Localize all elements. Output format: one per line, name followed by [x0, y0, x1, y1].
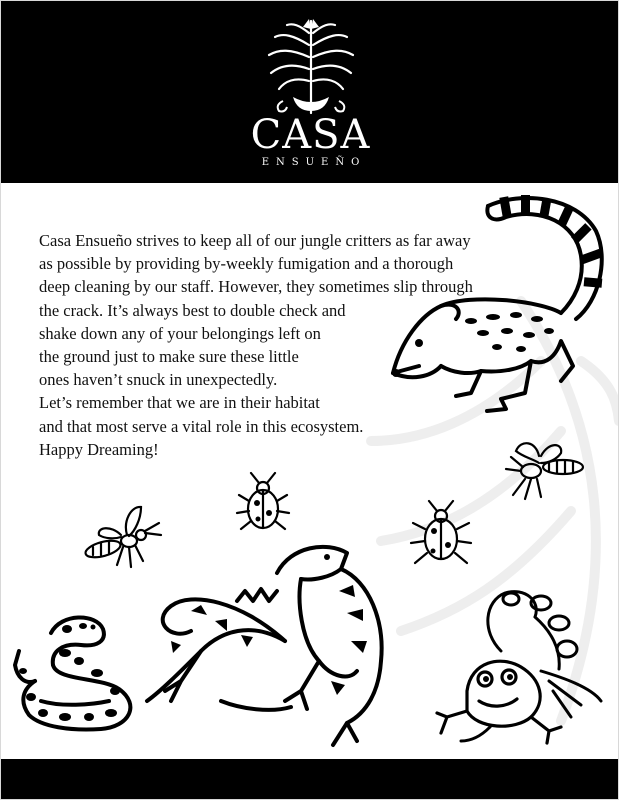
- palm-leaf-logo-icon: [263, 13, 359, 117]
- notice-line: Let’s remember that we are in their habitat: [39, 393, 320, 413]
- iguana-icon: [147, 547, 382, 745]
- wasp-icon-left: [84, 507, 161, 567]
- brand-name: CASA: [250, 112, 371, 158]
- notice-line: deep cleaning by our staff. However, they sometimes slip through: [39, 277, 473, 297]
- footer-banner: [1, 759, 619, 800]
- beetle-icon-right: [411, 501, 471, 563]
- snake-icon: [15, 617, 130, 729]
- header-banner: [1, 1, 619, 183]
- notice-line: as possible by providing by-weekly fumigation and a thorough: [39, 254, 454, 274]
- beetle-icon: [237, 473, 289, 529]
- notice-line: ones haven’t snuck in unexpectedly.: [39, 370, 278, 390]
- notice-line: the crack. It’s always best to double check and: [39, 300, 346, 320]
- notice-line: Casa Ensueño strives to keep all of our jungle critters as far away: [39, 231, 471, 250]
- notice-line: and that most serve a vital role in this ecosystem.: [39, 416, 364, 436]
- notice-text: [39, 229, 579, 461]
- frog-icon: [437, 661, 561, 743]
- closing-line: Happy Dreaming!: [39, 439, 159, 459]
- notice-line: shake down any of your belongings left on: [39, 323, 321, 343]
- scorpion-icon: [461, 592, 601, 741]
- notice-line: the ground just to make sure these little: [39, 347, 299, 367]
- brand-subtitle: ENSUEÑO: [261, 157, 367, 168]
